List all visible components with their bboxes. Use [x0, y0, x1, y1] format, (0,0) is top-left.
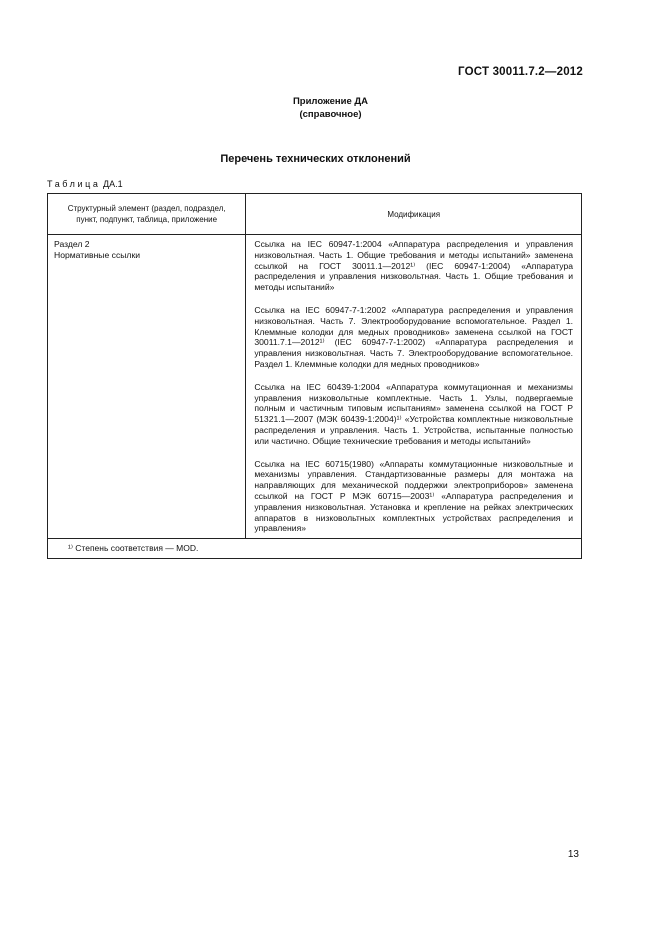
- footnote-row: [48, 539, 582, 559]
- document-code: ГОСТ 30011.7.2—2012: [458, 66, 583, 78]
- list-title: Перечень технических отклонений: [220, 153, 411, 165]
- modification-item: Ссылка на IEC 60715(1980) «Аппараты коммутационные низковольтные и механизмы управления. Стандартизованные размеры для монтажа на направляющих для механической поддержки электроприборов» заменена ссылкой на ГОСТ Р МЭК 60715—2003¹⁾ «Аппаратура распределения и управления низковольтная. Установка и крепление на рейках электрических аппаратов в низковольтных комплектных устройствах распределения и управления»: [254, 458, 573, 534]
- structural-element-cell: [48, 235, 246, 539]
- element-name: Нормативные ссылки: [54, 249, 141, 260]
- appendix-title: Приложение ДА: [292, 96, 369, 107]
- appendix-heading: [0, 95, 661, 121]
- table-label-number: ДА.1: [103, 179, 123, 189]
- column-header-modification: Модификация: [246, 194, 582, 235]
- footnote: ¹⁾ Степень соответствия — MOD.: [48, 539, 582, 559]
- column-header-element: Структурный элемент (раздел, подраздел, пункт, подпункт, таблица, приложение: [48, 194, 246, 235]
- modification-cell: [246, 235, 582, 539]
- element-section: Раздел 2: [54, 239, 90, 249]
- appendix-subtitle: (справочное): [299, 109, 362, 120]
- modification-item: Ссылка на IEC 60439-1:2004 «Аппаратура коммутационная и механизмы управления низковольтные комплектные. Часть 1. Узлы, подвергаемые полным и частичным типовым испытаниям» заменена ссылкой на ГОСТ Р 51321.1—2007 (МЭК 60439-1:2004)¹⁾ «Устройства комплектные низковольтные распределения и управления. Часть 1. Устройства, испытанные полностью или частично. Общие технические требования и методы испытаний»: [254, 381, 573, 446]
- table-label: [47, 179, 123, 189]
- table-row: [48, 235, 582, 539]
- modification-item: Ссылка на IEC 60947-1:2004 «Аппаратура распределения и управления низковольтная. Часть 1. Общие требования и методы испытаний» заменена ссылкой на ГОСТ 30011.1—2012¹⁾ (IEC 60947-1:2004) «Аппаратура распределения и управления низковольтная. Часть 1. Общие требования и методы испытаний»: [254, 239, 573, 293]
- table-header-row: [48, 194, 582, 235]
- deviations-table: [47, 193, 582, 559]
- modification-item: Ссылка на IEC 60947-7-1:2002 «Аппаратура распределения и управления низковольтная. Часть 7. Электрооборудование вспомогательное. Раздел 1. Клеммные колодки для медных проводников» заменена ссылкой на ГОСТ 30011.7.1—2012¹⁾ (IEC 60947-7-1:2002) «Аппаратура распределения и управления низковольтная. Часть 7. Электрооборудование вспомогательное. Раздел 1. Клеммные колодки для медных проводников»: [254, 304, 573, 369]
- page-number: 13: [567, 849, 579, 860]
- table-label-prefix: Таблица: [47, 179, 101, 189]
